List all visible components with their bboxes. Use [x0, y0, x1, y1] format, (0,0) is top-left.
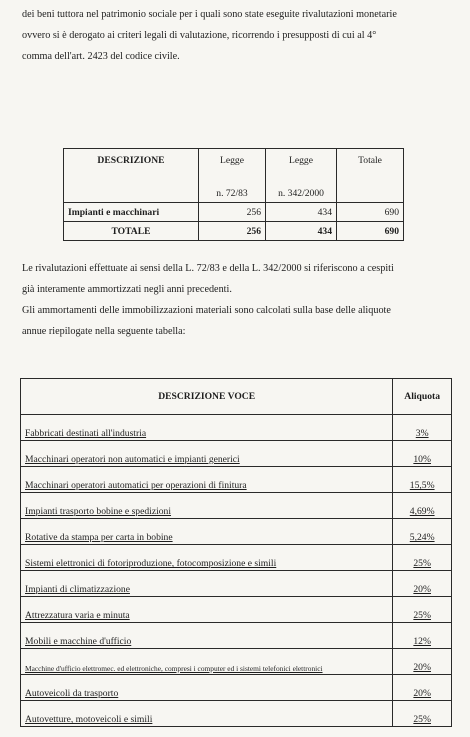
row-legge-342-2000: 434: [266, 203, 337, 222]
table-total-row: [64, 222, 404, 241]
row-voce: Attrezzatura varia e minuta: [21, 597, 393, 623]
text-line: comma dell'art. 2423 del codice civile.: [22, 51, 180, 62]
header-legge-72-83-line2: n. 72/83: [199, 177, 266, 203]
table-row: [21, 441, 452, 467]
header-aliquota: Aliquota: [393, 379, 452, 415]
total-totale: 690: [337, 222, 404, 241]
text-line: Le rivalutazioni effettuate ai sensi della L. 72/83 e della L. 342/2000 si riferiscono a cespiti: [22, 263, 394, 274]
total-legge-72-83: 256: [199, 222, 266, 241]
table-row: [21, 545, 452, 571]
header-descrizione-voce: DESCRIZIONE VOCE: [21, 379, 393, 415]
row-descrizione: Impianti e macchinari: [64, 203, 199, 222]
table-row: [21, 519, 452, 545]
row-aliquota: 25%: [393, 597, 452, 623]
header-legge-72-83-line1: Legge: [199, 149, 266, 178]
text-line: ovvero si è derogato ai criteri legali di valutazione, ricorrendo i presupposti di cui al 4°: [22, 30, 377, 41]
row-aliquota: 3%: [393, 415, 452, 441]
text-line: già interamente ammortizzati negli anni precedenti.: [22, 284, 232, 295]
total-descrizione: TOTALE: [64, 222, 199, 241]
row-aliquota: 20%: [393, 675, 452, 701]
row-voce: Autoveicoli da trasporto: [21, 675, 393, 701]
row-voce: Macchinari operatori automatici per operazioni di finitura: [21, 467, 393, 493]
row-aliquota: 12%: [393, 623, 452, 649]
table-row: [21, 467, 452, 493]
row-aliquota: 20%: [393, 649, 452, 675]
row-voce: Impianti di climatizzazione: [21, 571, 393, 597]
row-aliquota: 15,5%: [393, 467, 452, 493]
header-legge-342-2000-line2: n. 342/2000: [266, 177, 337, 203]
paragraph-rivalutazioni-intro: [22, 4, 452, 67]
header-descrizione: DESCRIZIONE: [64, 149, 199, 178]
row-aliquota: 5,24%: [393, 519, 452, 545]
aliquote-table: [20, 378, 452, 727]
row-aliquota: 20%: [393, 571, 452, 597]
table-row: [21, 649, 452, 675]
table-row: [21, 597, 452, 623]
row-voce: Impianti trasporto bobine e spedizioni: [21, 493, 393, 519]
row-voce: Autovetture, motoveicoli e simili: [21, 701, 393, 727]
table-row: [21, 571, 452, 597]
row-aliquota: 25%: [393, 701, 452, 727]
table-row: [21, 493, 452, 519]
paragraph-rivalutazioni-note: [22, 258, 452, 342]
row-voce: Mobili e macchine d'ufficio: [21, 623, 393, 649]
row-legge-72-83: 256: [199, 203, 266, 222]
header-descrizione-spacer: [64, 177, 199, 203]
text-line: Gli ammortamenti delle immobilizzazioni materiali sono calcolati sulla base delle aliquote: [22, 305, 391, 316]
header-legge-342-2000-line1: Legge: [266, 149, 337, 178]
table-row: [21, 675, 452, 701]
table-row: [21, 623, 452, 649]
table-row: [21, 415, 452, 441]
row-voce: Fabbricati destinati all'industria: [21, 415, 393, 441]
row-aliquota: 10%: [393, 441, 452, 467]
table-row: [64, 203, 404, 222]
table-row: [21, 701, 452, 727]
total-legge-342-2000: 434: [266, 222, 337, 241]
row-voce: Sistemi elettronici di fotoriproduzione, fotocomposizione e simili: [21, 545, 393, 571]
text-line: dei beni tuttora nel patrimonio sociale per i quali sono state eseguite rivalutazioni monetarie: [22, 9, 397, 20]
row-aliquota: 25%: [393, 545, 452, 571]
header-totale: Totale: [337, 149, 404, 203]
row-voce: Macchinari operatori non automatici e impianti generici: [21, 441, 393, 467]
rivalutazioni-table: [63, 148, 404, 241]
row-voce: Macchine d'ufficio elettromec. ed elettroniche, compresi i computer ed i sistemi telefonici elettronici: [21, 649, 393, 675]
row-totale: 690: [337, 203, 404, 222]
row-aliquota: 4,69%: [393, 493, 452, 519]
row-voce: Rotative da stampa per carta in bobine: [21, 519, 393, 545]
table-header-row: [64, 149, 404, 178]
table-header-row: [21, 379, 452, 415]
text-line: annue riepilogate nella seguente tabella:: [22, 326, 186, 337]
